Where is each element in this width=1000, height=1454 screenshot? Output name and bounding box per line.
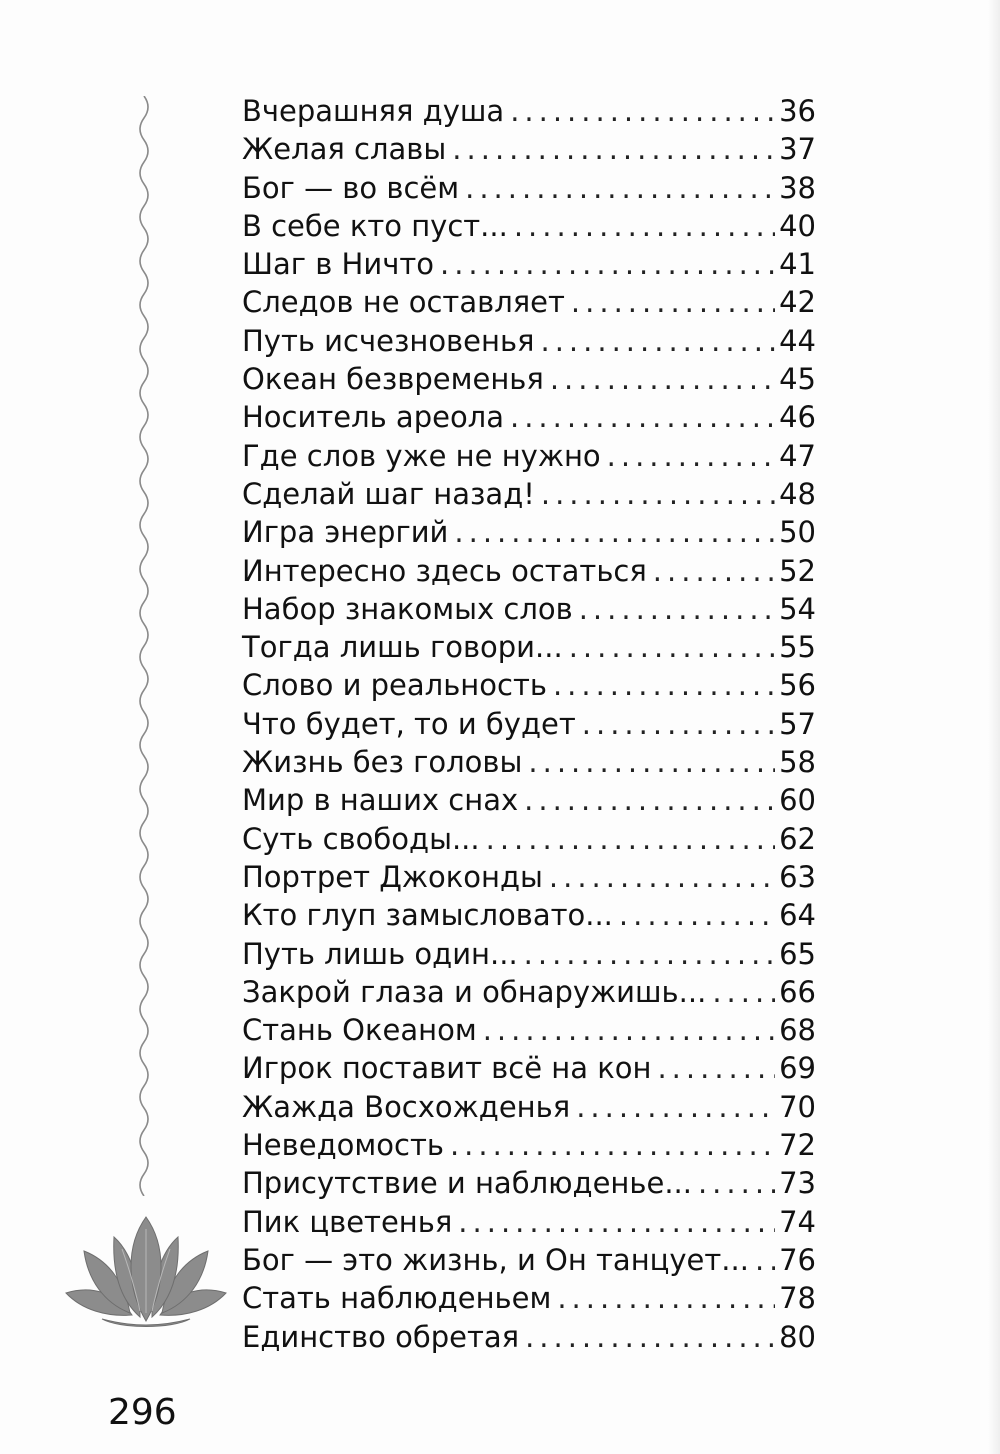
page-edge-shadow bbox=[988, 0, 1000, 1454]
toc-entry-title: Присутствие и наблюденье... bbox=[242, 1166, 692, 1201]
dot-leader bbox=[514, 207, 775, 245]
toc-entry-title: Игрок поставит всё на кон bbox=[242, 1051, 652, 1086]
toc-entry bbox=[242, 1279, 816, 1317]
toc-entry-title: Шаг в Ничто bbox=[242, 247, 434, 282]
dot-leader bbox=[698, 1164, 775, 1202]
lotus-icon bbox=[62, 1215, 230, 1330]
toc-entry-page: 70 bbox=[779, 1089, 816, 1124]
toc-entry-title: Портрет Джоконды bbox=[242, 859, 543, 894]
dot-leader bbox=[619, 896, 775, 934]
toc-entry-title: Единство обретая bbox=[242, 1319, 520, 1354]
toc-entry-title: Желая славы bbox=[242, 132, 447, 167]
toc-entry-page: 72 bbox=[779, 1128, 816, 1163]
toc-entry-title: Суть свободы... bbox=[242, 821, 480, 856]
toc-entry-page: 60 bbox=[779, 783, 816, 818]
dot-leader bbox=[549, 858, 775, 896]
table-of-contents bbox=[242, 92, 816, 1356]
wavy-line-icon bbox=[132, 96, 156, 1196]
toc-entry bbox=[242, 1011, 816, 1049]
toc-entry bbox=[242, 130, 816, 168]
toc-entry-page: 55 bbox=[779, 630, 816, 665]
dot-leader bbox=[510, 92, 775, 130]
toc-entry-title: Набор знакомых слов bbox=[242, 591, 573, 626]
toc-entry bbox=[242, 858, 816, 896]
toc-entry-title: Пик цветенья bbox=[242, 1204, 453, 1239]
dot-leader bbox=[525, 1318, 775, 1356]
dot-leader bbox=[524, 781, 775, 819]
toc-entry-page: 45 bbox=[779, 362, 816, 397]
toc-entry-page: 63 bbox=[779, 859, 816, 894]
toc-entry bbox=[242, 1318, 816, 1356]
dot-leader bbox=[553, 666, 775, 704]
toc-entry-title: Неведомость bbox=[242, 1128, 444, 1163]
toc-entry bbox=[242, 283, 816, 321]
toc-entry-page: 42 bbox=[779, 285, 816, 320]
dot-leader bbox=[576, 1088, 775, 1126]
dot-leader bbox=[607, 437, 775, 475]
toc-entry-page: 76 bbox=[779, 1242, 816, 1277]
toc-entry-page: 36 bbox=[779, 94, 816, 128]
toc-entry bbox=[242, 1088, 816, 1126]
toc-entry-title: Путь исчезновенья bbox=[242, 323, 535, 358]
toc-entry-page: 62 bbox=[779, 821, 816, 856]
toc-entry bbox=[242, 896, 816, 934]
dot-leader bbox=[465, 169, 775, 207]
dot-leader bbox=[440, 245, 775, 283]
dot-leader bbox=[541, 475, 775, 513]
toc-entry-page: 48 bbox=[779, 476, 816, 511]
dot-leader bbox=[458, 1203, 775, 1241]
toc-entry-title: Океан безвременья bbox=[242, 362, 544, 397]
toc-entry bbox=[242, 1049, 816, 1087]
toc-entry-page: 64 bbox=[779, 898, 816, 933]
toc-entry-page: 69 bbox=[779, 1051, 816, 1086]
toc-entry bbox=[242, 475, 816, 513]
toc-entry-page: 78 bbox=[779, 1281, 816, 1316]
toc-entry-page: 46 bbox=[779, 400, 816, 435]
dot-leader bbox=[653, 552, 775, 590]
toc-entry bbox=[242, 398, 816, 436]
toc-entry bbox=[242, 245, 816, 283]
toc-entry-title: Слово и реальность bbox=[242, 668, 547, 703]
dot-leader bbox=[510, 398, 775, 436]
toc-entry-page: 50 bbox=[779, 515, 816, 550]
toc-entry-page: 52 bbox=[779, 553, 816, 588]
dot-leader bbox=[454, 513, 775, 551]
toc-entry bbox=[242, 1126, 816, 1164]
toc-entry-title: Что будет, то и будет bbox=[242, 706, 576, 741]
toc-entry bbox=[242, 590, 816, 628]
dot-leader bbox=[712, 973, 775, 1011]
toc-entry bbox=[242, 935, 816, 973]
toc-entry-title: Тогда лишь говори... bbox=[242, 630, 563, 665]
dot-leader bbox=[483, 1011, 775, 1049]
toc-entry bbox=[242, 705, 816, 743]
toc-entry-title: Жажда Восхожденья bbox=[242, 1089, 571, 1124]
toc-entry-title: Закрой глаза и обнаружишь... bbox=[242, 974, 707, 1009]
toc-entry-title: Игра энергий bbox=[242, 515, 449, 550]
toc-entry bbox=[242, 169, 816, 207]
dot-leader bbox=[579, 590, 775, 628]
toc-entry-title: Сделай шаг назад! bbox=[242, 476, 535, 511]
toc-entry-page: 56 bbox=[779, 668, 816, 703]
toc-entry-title: Бог — это жизнь, и Он танцует... bbox=[242, 1242, 749, 1277]
toc-entry bbox=[242, 1241, 816, 1279]
toc-entry-page: 74 bbox=[779, 1204, 816, 1239]
dot-leader bbox=[569, 628, 775, 666]
toc-entry bbox=[242, 92, 816, 130]
toc-entry-title: Бог — во всём bbox=[242, 170, 460, 205]
dot-leader bbox=[524, 935, 775, 973]
dot-leader bbox=[452, 130, 775, 168]
toc-entry bbox=[242, 628, 816, 666]
toc-entry-title: Путь лишь один... bbox=[242, 936, 518, 971]
toc-entry-page: 38 bbox=[779, 170, 816, 205]
dot-leader bbox=[486, 820, 775, 858]
toc-entry-page: 37 bbox=[779, 132, 816, 167]
toc-entry-title: Следов не оставляет bbox=[242, 285, 565, 320]
dot-leader bbox=[541, 322, 776, 360]
toc-entry bbox=[242, 781, 816, 819]
dot-leader bbox=[755, 1241, 775, 1279]
toc-entry bbox=[242, 552, 816, 590]
toc-entry-title: Где слов уже не нужно bbox=[242, 438, 601, 473]
toc-entry-page: 73 bbox=[779, 1166, 816, 1201]
toc-entry-page: 54 bbox=[779, 591, 816, 626]
toc-entry bbox=[242, 1164, 816, 1202]
toc-entry bbox=[242, 820, 816, 858]
toc-entry bbox=[242, 360, 816, 398]
toc-entry-title: Жизнь без головы bbox=[242, 745, 523, 780]
dot-leader bbox=[550, 360, 775, 398]
dot-leader bbox=[582, 705, 775, 743]
toc-entry-title: Кто глуп замысловато... bbox=[242, 898, 613, 933]
toc-entry-title: Мир в наших снах bbox=[242, 783, 519, 818]
toc-entry bbox=[242, 666, 816, 704]
toc-entry bbox=[242, 437, 816, 475]
toc-entry bbox=[242, 743, 816, 781]
dot-leader bbox=[528, 743, 775, 781]
toc-entry-page: 58 bbox=[779, 745, 816, 780]
toc-entry bbox=[242, 207, 816, 245]
toc-entry-page: 41 bbox=[779, 247, 816, 282]
toc-entry bbox=[242, 322, 816, 360]
toc-entry bbox=[242, 973, 816, 1011]
dot-leader bbox=[571, 283, 775, 321]
toc-entry-page: 44 bbox=[779, 323, 816, 358]
dot-leader bbox=[557, 1279, 775, 1317]
toc-entry-title: В себе кто пуст... bbox=[242, 208, 508, 243]
toc-entry-title: Стать наблюденьем bbox=[242, 1281, 552, 1316]
dot-leader bbox=[450, 1126, 775, 1164]
toc-entry-title: Интересно здесь остаться bbox=[242, 553, 647, 588]
toc-entry-page: 65 bbox=[779, 936, 816, 971]
toc-entry-title: Носитель ареола bbox=[242, 400, 504, 435]
toc-entry-page: 40 bbox=[779, 208, 816, 243]
toc-entry-title: Вчерашняя душа bbox=[242, 94, 505, 128]
toc-entry-title: Стань Океаном bbox=[242, 1013, 477, 1048]
dot-leader bbox=[657, 1049, 775, 1087]
toc-entry-page: 68 bbox=[779, 1013, 816, 1048]
page-number: 296 bbox=[108, 1392, 177, 1433]
toc-entry bbox=[242, 1203, 816, 1241]
toc-entry-page: 47 bbox=[779, 438, 816, 473]
toc-entry-page: 57 bbox=[779, 706, 816, 741]
toc-entry-page: 80 bbox=[779, 1319, 816, 1354]
toc-entry-page: 66 bbox=[779, 974, 816, 1009]
toc-entry bbox=[242, 513, 816, 551]
